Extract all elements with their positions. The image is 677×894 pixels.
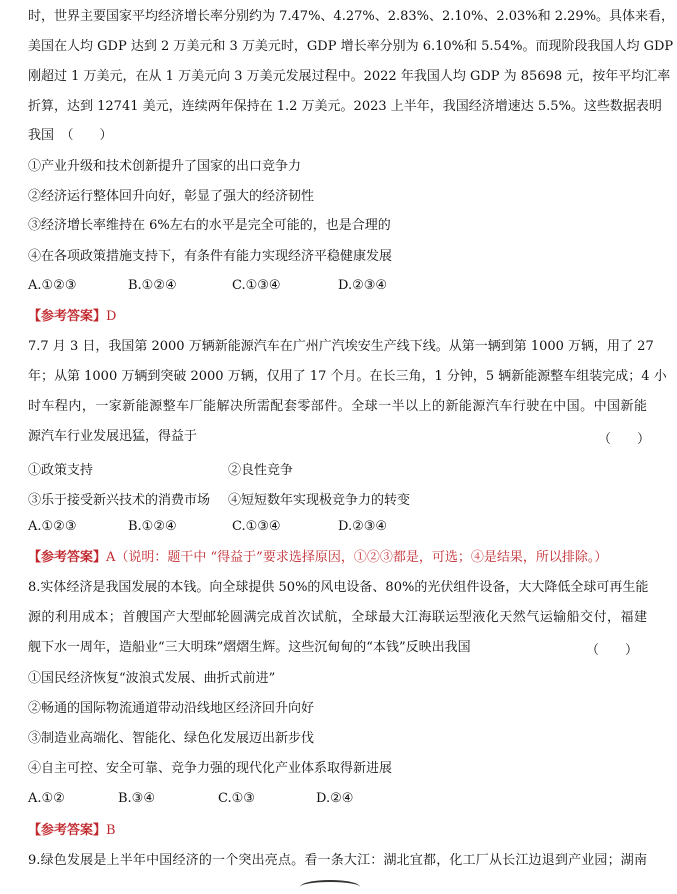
q8-statement-1: ①国民经济恢复“波浪式发展、曲折式前进” bbox=[28, 671, 276, 686]
q8-answer bbox=[28, 822, 647, 840]
q6-answer bbox=[28, 308, 647, 326]
q8-stem-line: 8.实体经济是我国发展的本钱。向全球提供 50%的风电设备、80%的光伏组件设备，大大降低全球可再生能 bbox=[28, 580, 649, 595]
q7-option-d: D.②③④ bbox=[338, 519, 388, 534]
q8-option-d: D.②④ bbox=[316, 791, 354, 806]
answer-note: （说明：题干中 “得益于”要求选择原因，①②③都是，可选；④是结果，所以排除。） bbox=[115, 550, 608, 565]
q8-option-c: C.①③ bbox=[218, 791, 255, 806]
q8-statement-4: ④自主可控、安全可靠、竞争力强的现代化产业体系取得新进展 bbox=[28, 761, 393, 776]
q6-option-a: A.①②③ bbox=[28, 278, 77, 293]
q6-option-c: C.①③④ bbox=[232, 278, 281, 293]
q7-option-a: A.①②③ bbox=[28, 519, 77, 534]
q6-statement-1: ①产业升级和技术创新提升了国家的出口竞争力 bbox=[28, 159, 302, 174]
q8-answer-paren: （ ） bbox=[586, 643, 639, 658]
q6-statement-2: ②经济运行整体回升向好，彰显了强大的经济韧性 bbox=[28, 189, 315, 204]
q6-stem-line: 折算，达到 12741 美元，连续两年保持在 1.2 万美元。2023 上半年，我国经济增速达 5.5%。这些数据表明 bbox=[28, 99, 662, 114]
answer-value: B bbox=[106, 823, 116, 838]
q7-statement-2: ②良性竞争 bbox=[228, 463, 294, 478]
q7-answer bbox=[28, 549, 647, 567]
q8-statement-3: ③制造业高端化、智能化、绿色化发展迈出新步伐 bbox=[28, 731, 315, 746]
answer-label: 【参考答案】 bbox=[28, 823, 107, 838]
answer-label: 【参考答案】 bbox=[28, 550, 107, 565]
q8-stem-line: 舰下水一周年，造船业“三大明珠”熠熠生辉。这些沉甸甸的“本钱”反映出我国 bbox=[28, 640, 471, 655]
answer-value: D bbox=[106, 309, 117, 324]
q6-option-b: B.①②④ bbox=[128, 278, 177, 293]
q8-option-b: B.③④ bbox=[118, 791, 155, 806]
q8-stem-line: 源的利用成本；首艘国产大型邮轮圆满完成首次试航，全球最大江海联运型液化天然气运输船交付，福建 bbox=[28, 610, 647, 625]
q6-stem-line: 美国在人均 GDP 达到 2 万美元和 3 万美元时，GDP 增长率分别为 6.10%和 5.54%。而现阶段我国人均 GDP bbox=[28, 39, 674, 54]
q7-stem-line: 源汽车行业发展迅猛，得益于 bbox=[28, 429, 198, 444]
q7-statement-1: ①政策支持 bbox=[28, 463, 94, 478]
q7-answer-paren: （ ） bbox=[598, 432, 651, 447]
q6-statement-3: ③经济增长率维持在 6%左右的水平是完全可能的，也是合理的 bbox=[28, 218, 391, 233]
q6-stem-line: 我国 （ ） bbox=[28, 128, 113, 143]
q6-stem-line: 时，世界主要国家平均经济增长率分别约为 7.47%、4.27%、2.83%、2.10%、2.03%和 2.29%。具体来看， bbox=[28, 9, 675, 24]
q7-stem-line: 7.7 月 3 日，我国第 2000 万辆新能源汽车在广州广汽埃安生产线下线。从第一辆到第 1000 万辆，用了 27 bbox=[28, 339, 654, 354]
q8-statement-2: ②畅通的国际物流通道带动沿线地区经济回升向好 bbox=[28, 701, 315, 716]
q7-stem-line: 时车程内，一家新能源整车厂能解决所需配套零部件。全球一半以上的新能源汽车行驶在中国。中国新能 bbox=[28, 399, 647, 414]
q6-stem-line: 刚超过 1 万美元，在从 1 万美元向 3 万美元发展过程中。2022 年我国人均 GDP 为 85698 元，按年平均汇率 bbox=[28, 69, 671, 84]
q7-option-c: C.①③④ bbox=[232, 519, 281, 534]
q7-statement-4: ④短短数年实现极竞争力的转变 bbox=[228, 493, 411, 508]
q6-option-d: D.②③④ bbox=[338, 278, 388, 293]
page-edge-mark bbox=[300, 880, 360, 894]
q6-statement-4: ④在各项政策措施支持下，有条件有能力实现经济平稳健康发展 bbox=[28, 249, 393, 264]
q8-option-a: A.①② bbox=[28, 791, 65, 806]
q7-stem-line: 年；从第 1000 万辆到突破 2000 万辆，仅用了 17 个月。在长三角，1 分钟，5 辆新能源整车组装完成；4 小 bbox=[28, 369, 667, 384]
q9-stem-line: 9.绿色发展是上半年中国经济的一个突出亮点。看一条大江：湖北宜都，化工厂从长江边退到产业园；湖南 bbox=[28, 853, 647, 868]
q7-statement-3: ③乐于接受新兴技术的消费市场 bbox=[28, 493, 211, 508]
answer-value: A bbox=[106, 550, 116, 565]
answer-label: 【参考答案】 bbox=[28, 309, 107, 324]
q7-option-b: B.①②④ bbox=[128, 519, 177, 534]
